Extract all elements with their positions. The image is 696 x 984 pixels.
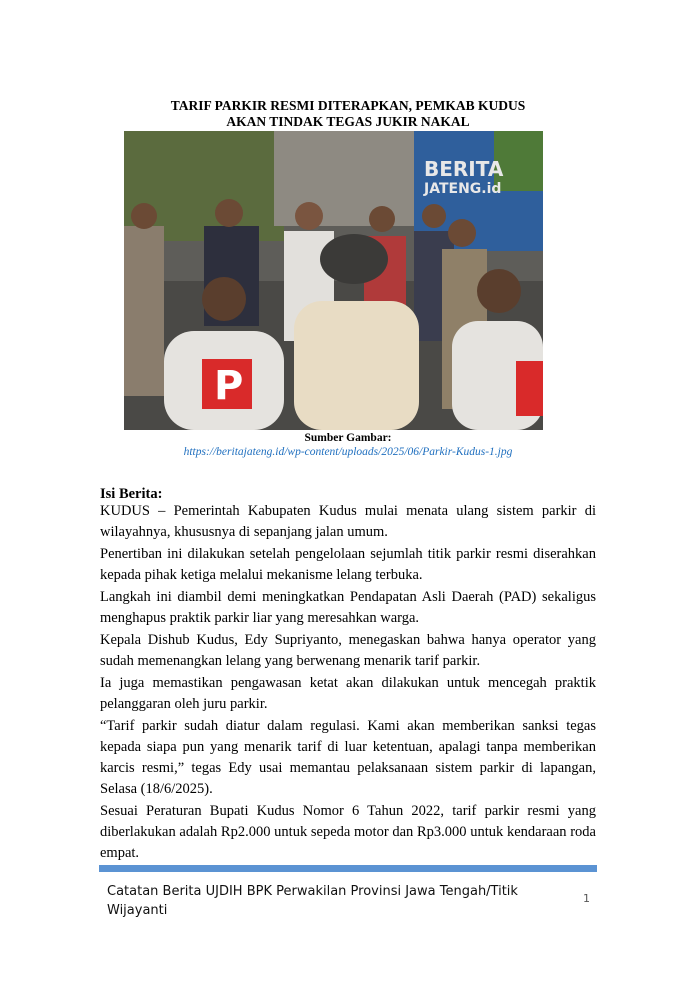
watermark-text-1: BERITA <box>424 157 504 181</box>
title-line-1: TARIF PARKIR RESMI DITERAPKAN, PEMKAB KUDUS <box>170 98 526 113</box>
paragraph: Ia juga memastikan pengawasan ketat akan dilakukan untuk mencegah praktik pelanggaran oleh juru parkir. <box>100 675 596 712</box>
paragraph: Sesuai Peraturan Bupati Kudus Nomor 6 Tahun 2022, tarif parkir resmi yang diberlakukan adalah Rp2.000 untuk sepeda motor dan Rp3.000 untuk kendaraan roda empat. <box>100 803 596 861</box>
image-source-link[interactable]: https://beritajateng.id/wp-content/uploads/2025/06/Parkir-Kudus-1.jpg <box>183 446 513 458</box>
content-heading: Isi Berita: <box>100 486 163 502</box>
article-body <box>100 501 596 865</box>
footer-divider <box>99 865 597 872</box>
paragraph: KUDUS – Pemerintah Kabupaten Kudus mulai menata ulang sistem parkir di wilayahnya, khususnya di sepanjang jalan umum. <box>100 503 596 540</box>
watermark-text-2: JATENG.id <box>424 181 502 197</box>
article-title <box>100 98 596 130</box>
paragraph: Langkah ini diambil demi meningkatkan Pendapatan Asli Daerah (PAD) sekaligus menghapus praktik parkir liar yang meresahkan warga. <box>100 589 596 626</box>
vest-letter-left: P <box>214 363 244 409</box>
footer-note: Catatan Berita UJDIH BPK Perwakilan Provinsi Jawa Tengah/Titik Wijayanti <box>107 884 518 918</box>
paragraph: Kepala Dishub Kudus, Edy Supriyanto, menegaskan bahwa hanya operator yang sudah memenangkan lelang yang berwenang menarik tarif parkir. <box>100 632 596 669</box>
title-line-2: AKAN TINDAK TEGAS JUKIR NAKAL <box>226 114 470 129</box>
news-photo <box>124 131 543 430</box>
page-number: 1 <box>583 892 590 905</box>
paragraph: Penertiban ini dilakukan setelah pengelolaan sejumlah titik parkir resmi diserahkan kepada pihak ketiga melalui mekanisme lelang terbuka. <box>100 546 596 583</box>
image-source-label: Sumber Gambar: <box>304 432 392 444</box>
paragraph: “Tarif parkir sudah diatur dalam regulasi. Kami akan memberikan sanksi tegas kepada siapa pun yang menarik tarif di luar ketentuan, apalagi tanpa memberikan karcis resmi,” tegas Edy usai memantau pelaksanaan sistem parkir di lapangan, Selasa (18/6/2025). <box>100 718 596 797</box>
